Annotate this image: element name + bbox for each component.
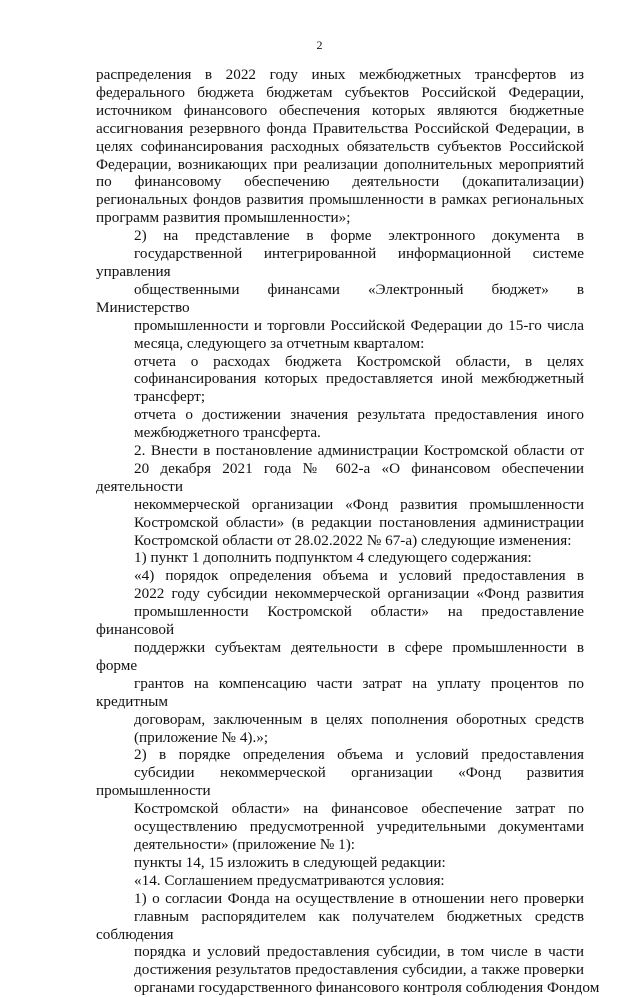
text-line: распределения в 2022 году иных межбюджетных трансфертов из: [96, 66, 584, 83]
paragraph: [96, 406, 584, 442]
text-line: порядка и условий предоставления субсидии, в том числе в части: [134, 943, 584, 961]
text-line: промышленности и торговли Российской Федерации до 15-го числа: [134, 316, 584, 334]
document-body: [96, 66, 600, 997]
text-line: трансферт;: [134, 388, 206, 406]
text-line: промышленности Костромской области» на предоставление финансовой: [96, 603, 584, 639]
text-line: деятельности» (приложение № 1):: [134, 835, 356, 853]
paragraph: [96, 854, 584, 872]
text-line: главным распорядителем как получателем бюджетных средств соблюдения: [96, 907, 584, 943]
paragraph: [96, 353, 584, 407]
text-line: органами государственного финансового контроля соблюдения Фондом: [134, 979, 600, 997]
text-line: Костромской области от 28.02.2022 № 67-а) следующие изменения:: [134, 531, 572, 549]
text-line: государственной интегрированной информационной системе управления: [96, 245, 584, 280]
text-line: межбюджетного трансферта.: [134, 424, 321, 442]
text-line: целях софинансирования расходных обязательств субъектов Российской: [96, 137, 584, 155]
text-line: по финансовому обеспечению деятельности (докапитализации): [96, 173, 584, 191]
text-line: региональных фондов развития промышленности в рамках региональных: [96, 191, 584, 209]
text-line: «4) порядок определения объема и условий предоставления в: [134, 567, 584, 585]
text-line: софинансирования которых предоставляется иной межбюджетный: [134, 370, 584, 388]
text-line: договорам, заключенным в целях пополнения оборотных средств: [134, 710, 584, 728]
text-line: федерального бюджета бюджетам субъектов Российской Федерации,: [96, 83, 584, 101]
text-line: грантов на компенсацию части затрат на уплату процентов по кредитным: [96, 674, 584, 710]
text-line: отчета о достижении значения результата предоставления иного: [134, 406, 584, 424]
paragraph: [96, 66, 584, 227]
text-line: отчета о расходах бюджета Костромской области, в целях: [134, 352, 584, 370]
text-line: Костромской области» на финансовое обеспечение затрат по: [134, 800, 584, 818]
text-line: Костромской области» (в редакции постановления администрации: [134, 513, 584, 531]
text-line: общественными финансами «Электронный бюджет» в Министерство: [96, 280, 584, 316]
text-line: Федерации, возникающих при реализации дополнительных мероприятий: [96, 155, 584, 173]
text-line: (приложение № 4).»;: [134, 728, 269, 746]
paragraph: [96, 889, 600, 997]
text-line: месяца, следующего за отчетным кварталом:: [134, 334, 425, 352]
text-line: осуществлению предусмотренной учредительными документами: [134, 818, 584, 836]
text-line: 2022 году субсидии некоммерческой организации «Фонд развития: [134, 585, 584, 603]
text-line: 2. Внести в постановление администрации Костромской области от: [134, 442, 584, 460]
text-line: субсидии некоммерческой организации «Фонд развития промышленности: [96, 764, 584, 800]
paragraph: [96, 567, 584, 746]
text-line: некоммерческой организации «Фонд развития промышленности: [134, 495, 584, 513]
text-line: 2) в порядке определения объема и условий предоставления: [134, 746, 584, 764]
paragraph: [96, 549, 584, 567]
text-line: 1) пункт 1 дополнить подпунктом 4 следующего содержания:: [134, 549, 532, 567]
paragraph: [96, 227, 584, 352]
text-line: 2) на представление в форме электронного документа в: [134, 227, 584, 245]
paragraph: [96, 746, 584, 853]
text-line: достижения результатов предоставления субсидии, а также проверки: [134, 961, 584, 979]
page-number: 2: [316, 38, 323, 52]
text-line: 20 декабря 2021 года № 602-а «О финансовом обеспечении деятельности: [96, 459, 584, 495]
paragraph: [96, 872, 584, 890]
text-line: 1) о согласии Фонда на осуществление в отношении него проверки: [134, 889, 584, 907]
paragraph: [96, 442, 584, 549]
text-line: ассигнования резервного фонда Правительства Российской Федерации, в: [96, 119, 584, 137]
text-line: программ развития промышленности»;: [96, 209, 351, 227]
text-line: источником финансового обеспечения которых являются бюджетные: [96, 101, 584, 119]
text-line: поддержки субъектам деятельности в сфере промышленности в форме: [96, 639, 584, 674]
text-line: пункты 14, 15 изложить в следующей редакции:: [134, 853, 446, 871]
text-line: «14. Соглашением предусматриваются условия:: [134, 871, 445, 889]
